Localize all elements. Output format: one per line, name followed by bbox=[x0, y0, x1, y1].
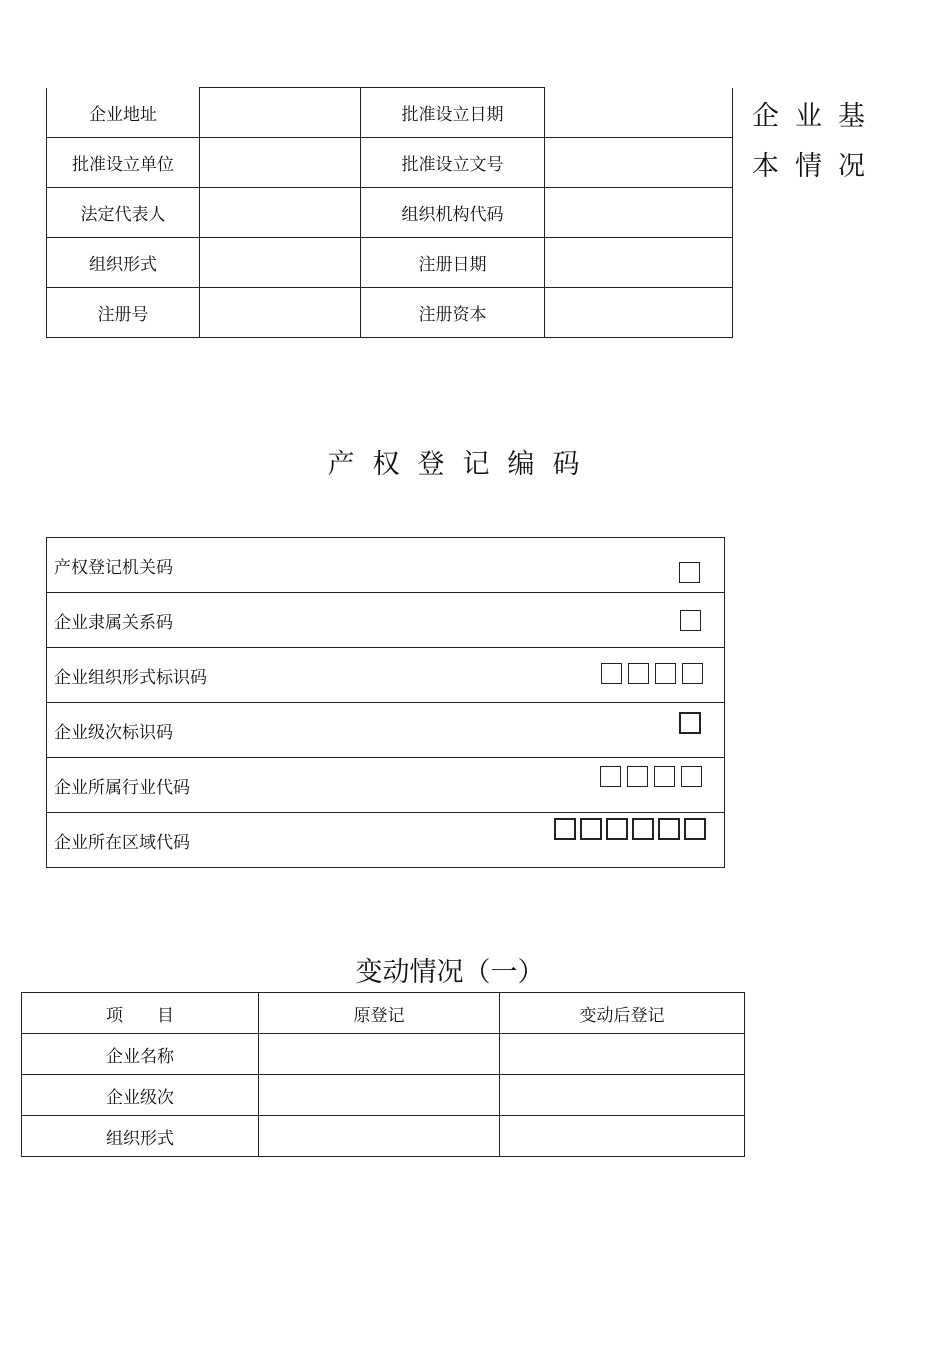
section-title-changes: 变动情况（一） bbox=[355, 957, 545, 988]
section-title-property-codes: 产权登记编码 bbox=[327, 449, 598, 480]
row-label: 企业名称 bbox=[22, 1034, 259, 1075]
code-label: 企业所在区域代码 bbox=[54, 833, 190, 853]
code-box-group bbox=[595, 663, 703, 684]
code-box[interactable] bbox=[658, 818, 680, 840]
code-box[interactable] bbox=[684, 818, 706, 840]
row-label: 批准设立日期 bbox=[361, 88, 545, 138]
table-row bbox=[22, 1034, 745, 1075]
value-cell[interactable] bbox=[500, 1116, 745, 1157]
table-row bbox=[47, 88, 733, 138]
value-cell[interactable] bbox=[545, 238, 733, 288]
code-box-group bbox=[550, 818, 706, 840]
row-label: 注册日期 bbox=[361, 238, 545, 288]
table-row bbox=[47, 288, 733, 338]
code-box[interactable] bbox=[655, 663, 676, 684]
row-label: 注册号 bbox=[47, 288, 200, 338]
code-box-group bbox=[674, 610, 701, 631]
row-label: 组织机构代码 bbox=[361, 188, 545, 238]
row-label: 法定代表人 bbox=[47, 188, 200, 238]
code-box-group bbox=[675, 712, 701, 734]
code-box[interactable] bbox=[679, 562, 700, 583]
row-label: 批准设立文号 bbox=[361, 138, 545, 188]
column-header-original: 原登记 bbox=[259, 993, 500, 1034]
table-row bbox=[47, 813, 725, 868]
table-row bbox=[47, 703, 725, 758]
table-row bbox=[47, 138, 733, 188]
value-cell[interactable] bbox=[545, 88, 733, 138]
heading-line: 企业基 bbox=[752, 101, 881, 132]
code-box-group bbox=[673, 562, 700, 583]
row-label: 组织形式 bbox=[47, 238, 200, 288]
value-cell[interactable] bbox=[545, 188, 733, 238]
basic-info-table bbox=[46, 87, 733, 338]
value-cell[interactable] bbox=[200, 138, 361, 188]
table-row bbox=[47, 593, 725, 648]
code-label: 企业所属行业代码 bbox=[54, 778, 190, 798]
value-cell[interactable] bbox=[259, 1075, 500, 1116]
row-label: 批准设立单位 bbox=[47, 138, 200, 188]
value-cell[interactable] bbox=[500, 1075, 745, 1116]
code-box-group bbox=[594, 766, 702, 787]
code-box[interactable] bbox=[606, 818, 628, 840]
code-box[interactable] bbox=[580, 818, 602, 840]
code-box[interactable] bbox=[554, 818, 576, 840]
table-row bbox=[22, 1075, 745, 1116]
code-label: 产权登记机关码 bbox=[54, 558, 173, 578]
row-label: 企业级次 bbox=[22, 1075, 259, 1116]
column-header-item: 项 目 bbox=[22, 993, 259, 1034]
value-cell[interactable] bbox=[200, 238, 361, 288]
code-label: 企业隶属关系码 bbox=[54, 613, 173, 633]
code-box[interactable] bbox=[627, 766, 648, 787]
changes-table bbox=[21, 992, 745, 1157]
table-row bbox=[47, 188, 733, 238]
code-box[interactable] bbox=[654, 766, 675, 787]
table-row bbox=[47, 238, 733, 288]
code-box[interactable] bbox=[632, 818, 654, 840]
value-cell[interactable] bbox=[545, 138, 733, 188]
code-box[interactable] bbox=[600, 766, 621, 787]
value-cell[interactable] bbox=[259, 1034, 500, 1075]
code-box[interactable] bbox=[679, 712, 701, 734]
property-code-table bbox=[46, 537, 725, 868]
table-row bbox=[47, 648, 725, 703]
value-cell[interactable] bbox=[545, 288, 733, 338]
row-label: 注册资本 bbox=[361, 288, 545, 338]
value-cell[interactable] bbox=[259, 1116, 500, 1157]
table-header-row bbox=[22, 993, 745, 1034]
heading-line: 本情况 bbox=[752, 151, 881, 182]
value-cell[interactable] bbox=[500, 1034, 745, 1075]
code-box[interactable] bbox=[681, 766, 702, 787]
table-row bbox=[47, 538, 725, 593]
code-box[interactable] bbox=[628, 663, 649, 684]
code-box[interactable] bbox=[682, 663, 703, 684]
value-cell[interactable] bbox=[200, 88, 361, 138]
column-header-after: 变动后登记 bbox=[500, 993, 745, 1034]
code-box[interactable] bbox=[680, 610, 701, 631]
table-row bbox=[22, 1116, 745, 1157]
code-box[interactable] bbox=[601, 663, 622, 684]
row-label: 组织形式 bbox=[22, 1116, 259, 1157]
code-label: 企业级次标识码 bbox=[54, 723, 173, 743]
code-label: 企业组织形式标识码 bbox=[54, 668, 207, 688]
table-row bbox=[47, 758, 725, 813]
value-cell[interactable] bbox=[200, 288, 361, 338]
row-label: 企业地址 bbox=[47, 88, 200, 138]
section-heading-basic-info bbox=[752, 92, 882, 192]
value-cell[interactable] bbox=[200, 188, 361, 238]
